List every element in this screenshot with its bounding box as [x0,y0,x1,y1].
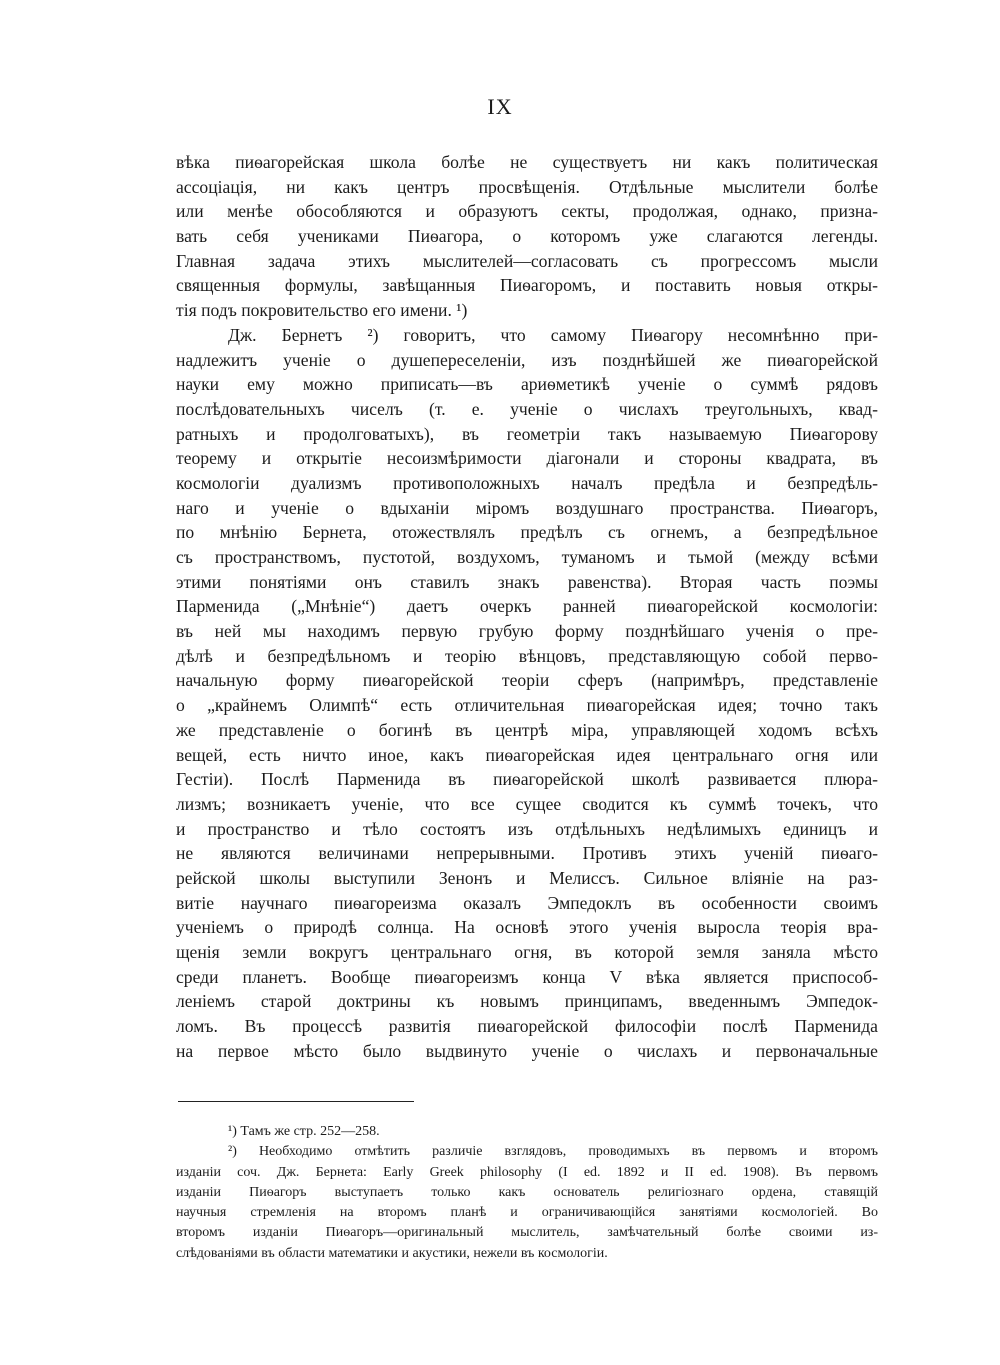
text-line: и пространство и тѣло состоятъ изъ отдѣльныхъ недѣлимыхъ единицъ и [176,818,878,839]
text-line: наго и ученіе о вдыханіи міромъ воздушнаго пространства. Пиѳагоръ, [176,497,878,518]
text-line: послѣдовательныхъ чиселъ (т. е. ученіе о числахъ треугольныхъ, квад- [176,398,878,419]
text-line: щенія земли вокругъ центральнаго огня, въ которой земля заняла мѣсто [176,942,878,962]
text-line: теорему и открытіе несоизмѣримости діагонали и стороны квадрата, въ [176,448,878,469]
text-line: надлежитъ ученіе о душепереселеніи, изъ позднѣйшей же пиѳагорейской [176,349,878,370]
text-line: тія подъ покровительство его имени. ¹) [176,300,468,321]
footnote-2: ²) Необходимо отмѣтить различіе взглядовъ, проводимыхъ въ первомъ и второмъ [228,1144,878,1160]
footnote-divider [178,1101,414,1102]
text-line: ученіемъ о природѣ солнца. На основѣ этого ученія выросла теорія вра- [176,917,878,938]
text-line: по мнѣнію Бернета, отожествлялъ предѣлъ съ огнемъ, а безпредѣльное [176,522,878,543]
text-line: Главная задача этихъ мыслителей—согласовать съ прогрессомъ мысли [176,250,878,271]
text-line: лизмъ; возникаетъ ученіе, что все сущее сводится къ суммѣ точекъ, что [176,793,878,814]
text-line: этими понятіями онъ ставилъ знакъ равенства). Вторая часть поэмы [176,571,878,592]
text-line: вещей, есть ничто иное, какъ пиѳагорейская идея центральнаго огня или [176,744,878,765]
main-text [176,150,878,1063]
footnote-line: второмъ изданіи Пиѳагоръ—оригинальный мыслитель, замѣчательный болѣе своими из- [176,1225,878,1241]
text-line: или менѣе обособляются и образуютъ секты, продолжая, однако, призна- [176,201,878,222]
text-line: священныя формулы, завѣщанныя Пиѳагоромъ, и поставить новыя откры- [176,275,878,296]
text-line: ломъ. Въ процессѣ развитія пиѳагорейской философіи послѣ Парменида [176,1016,878,1037]
text-line: космологіи дуализмъ противоположныхъ началъ предѣла и безпредѣль- [176,472,878,493]
text-line: въ ней мы находимъ первую грубую форму позднѣйшаго ученія о пре- [176,621,878,642]
text-line: не являются величинами непрерывными. Противъ этихъ ученій пиѳаго- [176,843,878,864]
footnote-line: изданіи соч. Дж. Бернета: Early Greek philosophy (I ed. 1892 и II ed. 1908). Въ первомъ [176,1164,878,1180]
text-line: вѣка пиѳагорейская школа болѣе не существуетъ ни какъ политическая [176,152,878,172]
footnotes [176,1122,878,1264]
page-number: IX [487,94,513,119]
text-line: ассоціація, ни какъ центръ просвѣщенія. Отдѣльные мыслители болѣе [176,176,878,197]
text-line: рейской школы выступили Зенонъ и Мелиссъ. Сильное вліяніе на раз- [176,867,878,888]
footnote-line: изданіи Пиѳагоръ выступаетъ только какъ основатель религіознаго ордена, ставящій [176,1184,878,1200]
text-line: начальную форму пиѳагорейской теоріи сферъ (напримѣръ, представленіе [176,670,878,691]
text-line: витіе научнаго пиѳагореизма оказалъ Эмпедоклъ въ особенности своимъ [176,892,878,913]
text-line: вать себя учениками Пиѳагора, о которомъ уже слагаются легенды. [176,226,878,247]
text-line: о „крайнемъ Олимпѣ“ есть отличительная пиѳагорейская идея; точно такъ [176,695,878,716]
text-line: Гестіи). Послѣ Парменида въ пиѳагорейской школѣ развивается плюра- [176,769,878,790]
text-line: среди планетъ. Вообще пиѳагореизмъ конца V вѣка является приспособ- [176,966,878,987]
text-line: леніемъ старой доктрины къ новымъ принципамъ, введеннымъ Эмпедок- [176,991,878,1012]
paragraph-start-line: Дж. Бернетъ ²) говоритъ, что самому Пиѳагору несомнѣнно при- [228,324,878,345]
text-line: на первое мѣсто было выдвинуто ученіе о числахъ и первоначальные [176,1040,878,1061]
text-line: Парменида („Мнѣніе“) даетъ очеркъ ранней пиѳагорейской космологіи: [176,596,878,617]
text-line: съ пространствомъ, пустотой, воздухомъ, туманомъ и тьмой (между всѣми [176,547,878,567]
text-line: дѣлѣ и безпредѣльномъ и теорію вѣнцовъ, представляющую собой перво- [176,645,878,666]
footnote-1: ¹) Тамъ же стр. 252—258. [228,1124,380,1139]
footnote-line: научныя стремленія на второмъ планѣ и ограничивающійся занятіями космологіей. Во [176,1205,878,1221]
footnote-line: слѣдованіями въ области математики и акустики, нежели въ космологіи. [176,1245,608,1261]
text-line: науки ему можно приписать—въ ариѳметикѣ ученіе о суммѣ рядовъ [176,374,878,395]
text-line: же представленіе о богинѣ въ центрѣ міра, управляющей ходомъ всѣхъ [176,719,878,740]
text-line: ратныхъ и продолговатыхъ), въ геометріи такъ называемую Пиѳагорову [176,423,878,444]
